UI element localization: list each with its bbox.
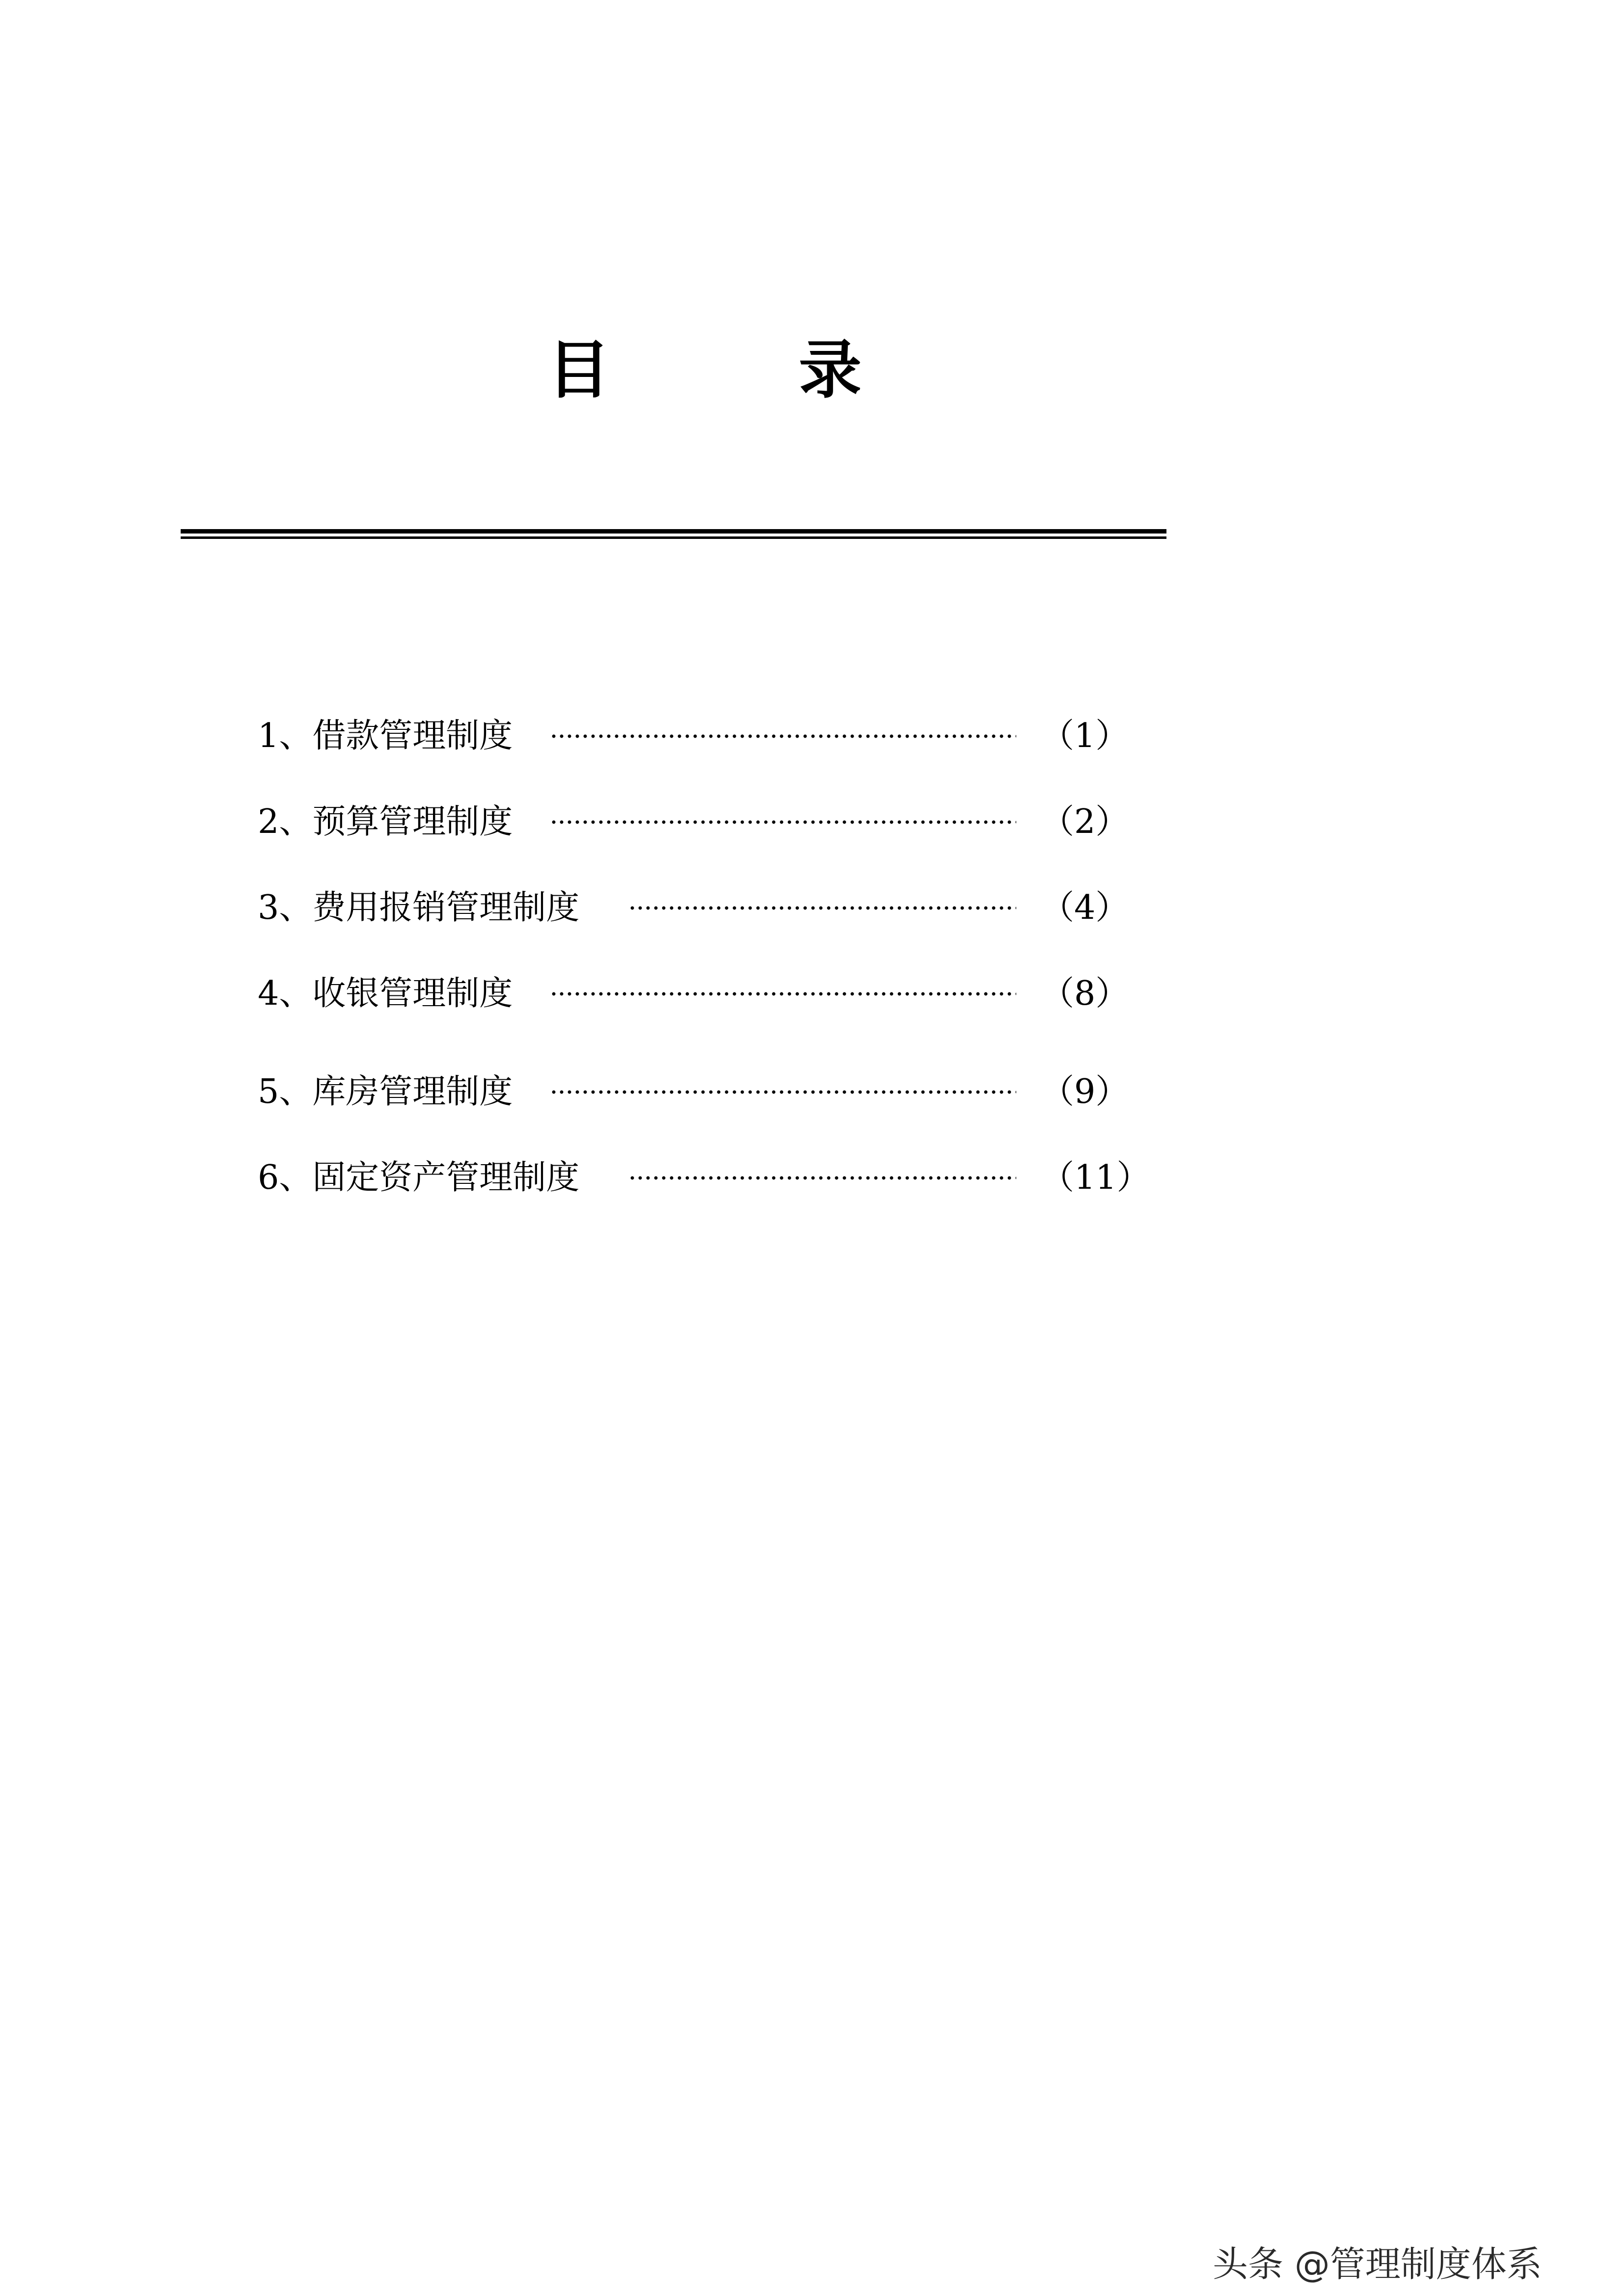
toc-leader-dots xyxy=(550,1090,1016,1095)
toc-entry-page: （2） xyxy=(1041,802,1129,841)
divider-thick-line xyxy=(181,529,1166,534)
toc-leader-dots xyxy=(628,1175,1016,1180)
toc-entry-label: 4、收银管理制度 xyxy=(258,974,513,1013)
toc-leader-dots xyxy=(628,906,1016,910)
toc-entry-label: 2、预算管理制度 xyxy=(258,802,513,841)
toc-entry-1[interactable] xyxy=(258,707,1141,766)
title-divider xyxy=(181,529,1166,541)
toc-entry-4[interactable] xyxy=(258,964,1141,1023)
toc-entry-page: （9） xyxy=(1041,1072,1129,1111)
toc-leader-dots xyxy=(550,991,1016,996)
title-char-1: 目 xyxy=(547,334,611,407)
page-title xyxy=(547,329,862,412)
toc-entry-page: （1） xyxy=(1041,717,1129,755)
toc-entry-page: （8） xyxy=(1041,974,1129,1013)
toc-entry-label: 3、费用报销管理制度 xyxy=(258,888,580,927)
toc-entry-label: 6、固定资产管理制度 xyxy=(258,1158,580,1197)
toc-leader-dots xyxy=(550,820,1016,825)
toc-entry-label: 1、借款管理制度 xyxy=(258,717,513,755)
toc-leader-dots xyxy=(550,734,1016,739)
toc-entry-3[interactable] xyxy=(258,879,1141,937)
toc-entry-label: 5、库房管理制度 xyxy=(258,1072,513,1111)
toc-entry-5[interactable] xyxy=(258,1063,1141,1121)
toc-entry-6[interactable] xyxy=(258,1148,1150,1207)
toc-entry-page: （11） xyxy=(1041,1158,1150,1197)
divider-thin-line xyxy=(181,536,1166,539)
toc-entry-2[interactable] xyxy=(258,793,1141,852)
toc-entry-page: （4） xyxy=(1041,888,1129,927)
title-char-2: 录 xyxy=(798,334,862,407)
source-watermark: 头条 @管理制度体系 xyxy=(1213,2243,1542,2285)
